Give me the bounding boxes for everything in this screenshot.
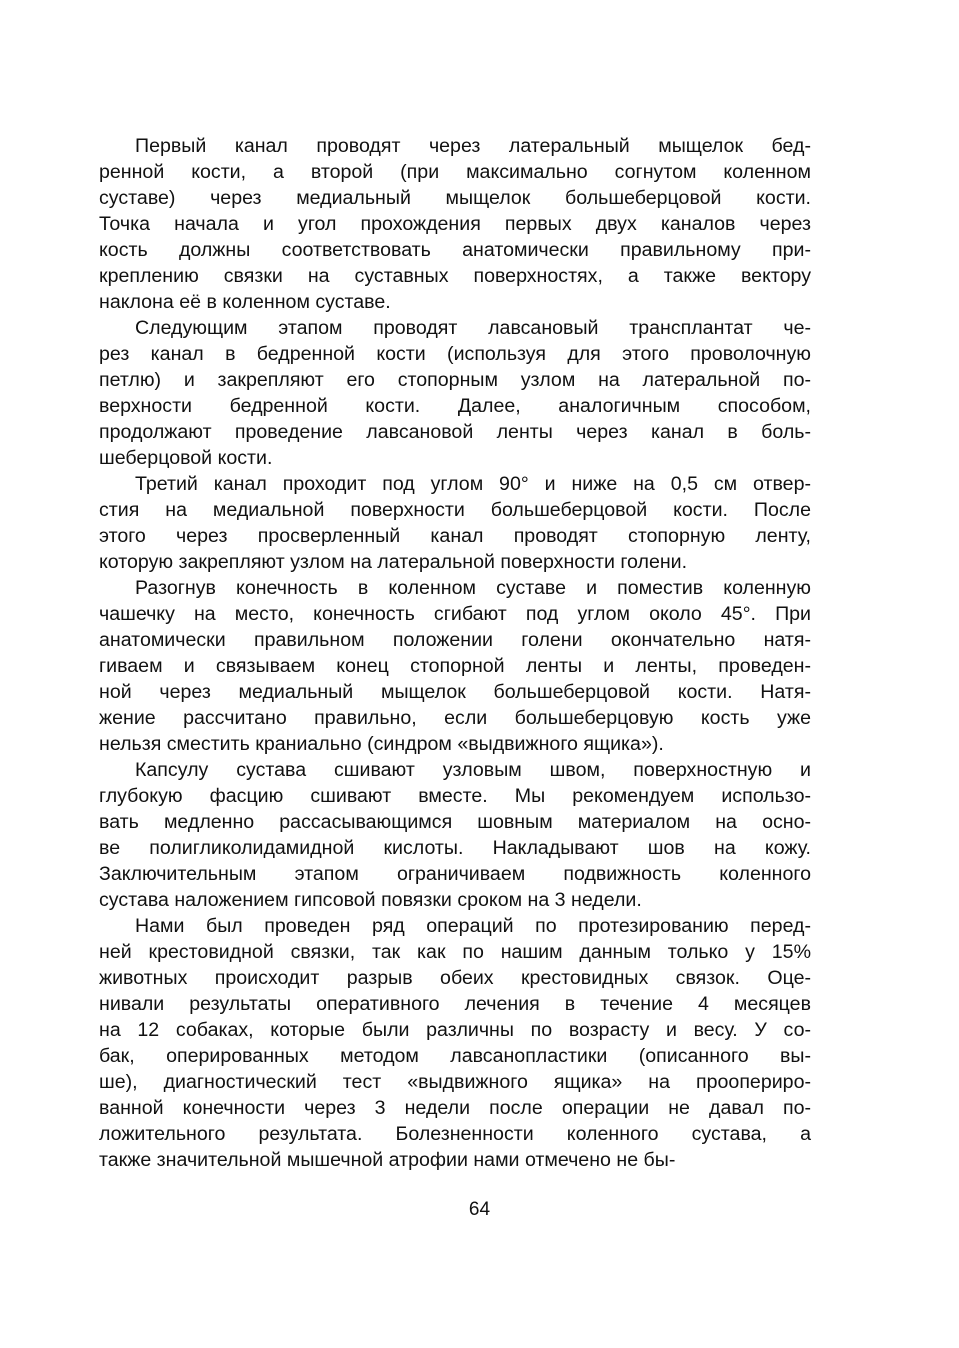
paragraph (99, 575, 811, 757)
paragraph (99, 471, 811, 575)
text-line: ней крестовидной связки, так как по нашим данным только у 15% (99, 941, 811, 963)
text-line: шеберцовой кости. (99, 447, 273, 469)
text-line: продолжают проведение лавсановой ленты через канал в боль- (99, 421, 811, 443)
text-line: ше), диагностический тест «выдвижного ящика» на проопериро- (99, 1071, 811, 1093)
text-line: наклона её в коленном суставе. (99, 291, 391, 313)
body-text (99, 133, 811, 1173)
text-line: Третий канал проходит под углом 90° и ниже на 0,5 см отвер- (135, 473, 811, 495)
text-line: нельзя сместить краниально (синдром «выдвижного ящика»). (99, 733, 664, 755)
text-line: глубокую фасцию сшивают вместе. Мы рекомендуем использо- (99, 785, 811, 807)
text-line: нивали результаты оперативного лечения в течение 4 месяцев (99, 993, 811, 1015)
text-line: которую закрепляют узлом на латеральной поверхности голени. (99, 551, 688, 573)
text-line: анатомически правильном положении голени окончательно натя- (99, 629, 811, 651)
text-line: вать медленно рассасывающимся шовным материалом на осно- (99, 811, 811, 833)
text-line: ной через медиальный мыщелок большеберцовой кости. Натя- (99, 681, 811, 703)
text-line: гиваем и связываем конец стопорной ленты и ленты, проведен- (99, 655, 811, 677)
text-line: Заключительным этапом ограничиваем подвижность коленного (99, 863, 811, 885)
page-number: 64 (468, 1199, 491, 1220)
text-line: ве полигликолидамидной кислоты. Накладывают шов на кожу. (99, 837, 811, 859)
paragraph (99, 757, 811, 913)
text-line: Точка начала и угол прохождения первых двух каналов через (99, 213, 811, 235)
text-line: петлю) и закрепляют его стопорным узлом на латеральной по- (99, 369, 811, 391)
text-line: этого через просверленный канал проводят стопорную ленту, (99, 525, 811, 547)
text-line: Капсулу сустава сшивают узловым швом, поверхностную и (135, 759, 811, 781)
text-line: стия на медиальной поверхности большеберцовой кости. После (99, 499, 811, 521)
text-line: суставе) через медиальный мыщелок большеберцовой кости. (99, 187, 811, 209)
text-line: чашечку на место, конечность сгибают под углом около 45°. При (99, 603, 811, 625)
text-line: бак, оперированных методом лавсанопластики (описанного вы- (99, 1045, 811, 1067)
text-line: сустава наложением гипсовой повязки сроком на 3 недели. (99, 889, 642, 911)
text-line: рез канал в бедренной кости (используя для этого проволочную (99, 343, 811, 365)
text-line: кость должны соответствовать анатомически правильному при- (99, 239, 811, 261)
text-line: на 12 собаках, которые были различны по возрасту и весу. У со- (99, 1019, 811, 1041)
paragraph (99, 913, 811, 1173)
text-line: верхности бедренной кости. Далее, аналогичным способом, (99, 395, 811, 417)
text-line: креплению связки на суставных поверхностях, а также вектору (99, 265, 811, 287)
text-line: также значительной мышечной атрофии нами отмечено не бы- (99, 1149, 676, 1171)
text-line: животных происходит разрыв обеих крестовидных связок. Оце- (99, 967, 811, 989)
text-line: жение рассчитано правильно, если большеберцовую кость уже (99, 707, 811, 729)
paragraph (99, 133, 811, 315)
text-line: ванной конечности через 3 недели после операции не давал по- (99, 1097, 811, 1119)
text-line: Следующим этапом проводят лавсановый трансплантат че- (135, 317, 811, 339)
text-line: ренной кости, а второй (при максимально согнутом коленном (99, 161, 811, 183)
text-line: ложительного результата. Болезненности коленного сустава, а (99, 1123, 811, 1145)
text-line: Первый канал проводят через латеральный мыщелок бед- (135, 135, 811, 157)
text-line: Разогнув конечность в коленном суставе и поместив коленную (135, 577, 811, 599)
text-line: Нами был проведен ряд операций по протезированию перед- (135, 915, 811, 937)
paragraph (99, 315, 811, 471)
